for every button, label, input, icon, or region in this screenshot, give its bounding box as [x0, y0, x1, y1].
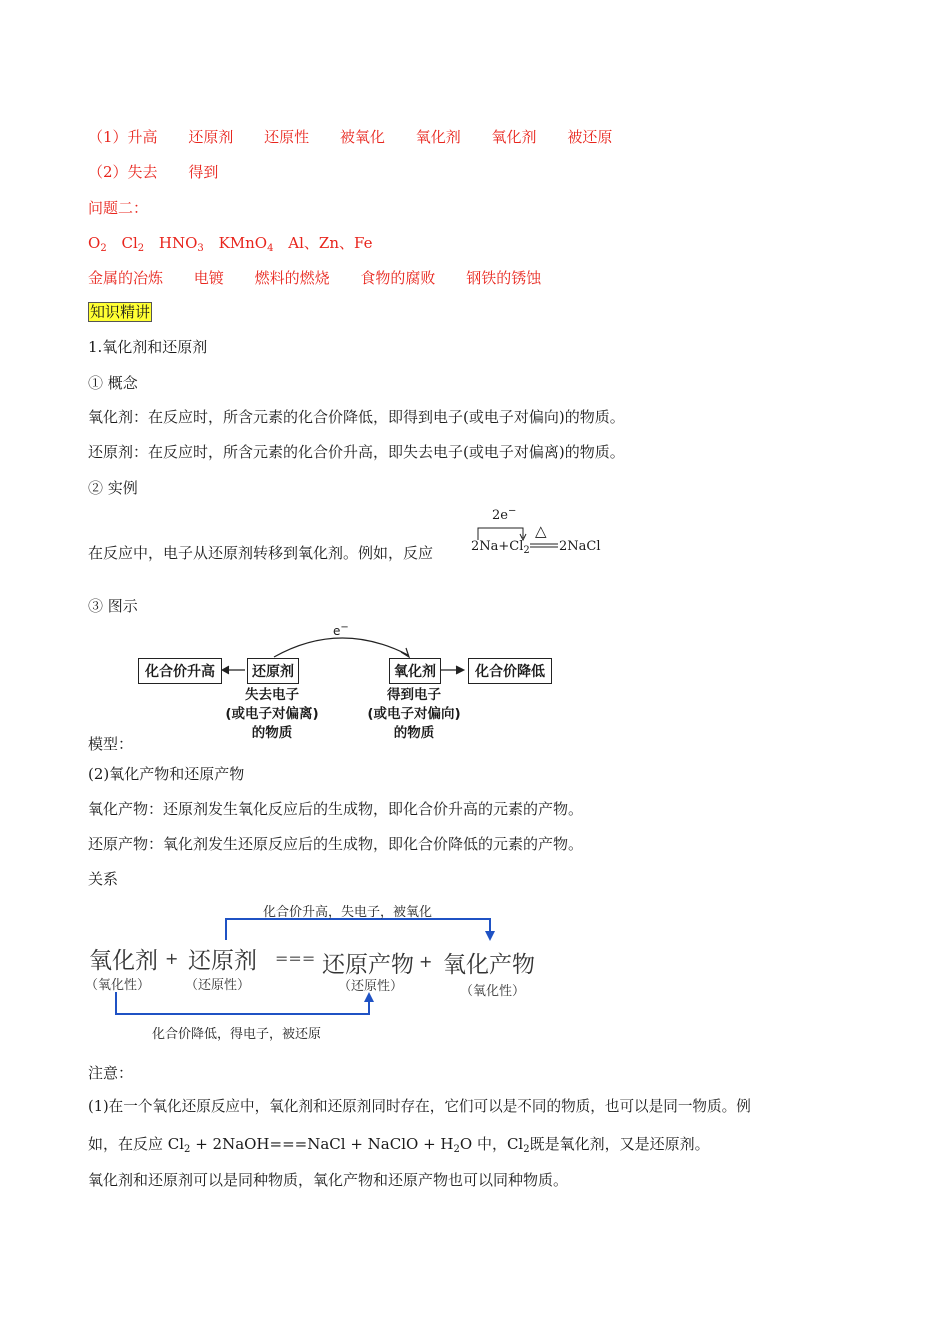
box-valence-rise: 化合价升高 [138, 658, 222, 684]
answer-line-2 [88, 162, 218, 182]
oxidation-product-definition: 氧化产物：还原剂发生氧化反应后的生成物，即化合价升高的元素的产物。 [88, 800, 584, 818]
electron-count: 2e− [492, 505, 517, 523]
heat-symbol: △ [535, 522, 547, 540]
highlight-label: 知识精讲 [90, 303, 151, 321]
oxidation-product-property: （氧化性） [460, 984, 526, 999]
answer-text: 得到 [188, 163, 219, 181]
relation-diagram [85, 895, 555, 1045]
box-valence-fall: 化合价降低 [468, 658, 552, 684]
oxidation-product-term: 氧化产物 [443, 952, 535, 978]
answer-text: （1）升高 [88, 128, 158, 146]
answer-text: （2）失去 [88, 163, 158, 181]
example-title: ② 实例 [88, 479, 138, 497]
electron-label: e− [333, 622, 349, 638]
answer-text: 被氧化 [339, 128, 385, 146]
reactants: $2Na+Cl_2$ [471, 539, 530, 556]
oxidant-term: 氧化剂 [89, 948, 158, 974]
answer-text: 燃料的燃烧 [254, 269, 330, 287]
answer-text: 还原剂 [188, 128, 234, 146]
section-2-title: (2)氧化产物和还原产物 [88, 765, 245, 783]
example-text: 在反应中，电子从还原剂转移到氧化剂。例如，反应 [88, 544, 434, 562]
substances-line [88, 233, 372, 253]
formula-hno3: $HNO_3$ [158, 234, 204, 254]
answer-text: 钢铁的锈蚀 [466, 269, 542, 287]
note-2: 氧化剂和还原剂可以是同种物质，氧化产物和还原产物也可以同种物质。 [88, 1171, 569, 1189]
relation-title: 关系 [88, 870, 119, 888]
question-two-title: 问题二： [88, 199, 149, 217]
reduction-product-property: （还原性） [338, 979, 404, 994]
oxidant-definition: 氧化剂：在反应时，所含元素的化合价降低，即得到电子(或电子对偏向)的物质。 [88, 408, 625, 426]
reductant-property: （还原性） [185, 978, 251, 993]
answer-text: 还原性 [264, 128, 310, 146]
reaction-equation [468, 504, 618, 564]
model-label: 模型： [88, 735, 134, 753]
box-oxidant: 氧化剂 [389, 658, 441, 684]
formula-cl2: $Cl_2$ [121, 234, 145, 254]
answer-line-1 [88, 127, 612, 147]
oxidant-caption: 得到电子 (或电子对偏向) 的物质 [367, 687, 461, 741]
section-label [88, 302, 152, 322]
note-1-line-1: (1)在一个氧化还原反应中，氧化剂和还原剂同时存在，它们可以是不同的物质，也可以是同一物质。例 [88, 1098, 751, 1115]
reductant-caption: 失去电子 (或电子对偏离) 的物质 [225, 687, 319, 741]
notes-title: 注意： [88, 1064, 134, 1082]
answer-text: 食物的腐败 [360, 269, 436, 287]
oxidant-property: （氧化性） [85, 978, 151, 993]
reduction-product-term: 还原产物 [322, 952, 414, 978]
plus-sign: + [419, 952, 433, 971]
formula-o2: $O_2$ [88, 234, 107, 254]
answer-text: 被还原 [567, 128, 613, 146]
diagram-arrows [130, 622, 570, 750]
metals-text: Al、Zn、Fe [288, 234, 373, 252]
figure-title: ③ 图示 [88, 597, 138, 615]
reduction-product-definition: 还原产物：氧化剂发生还原反应后的生成物，即化合价降低的元素的产物。 [88, 835, 584, 853]
answer-text: 氧化剂 [491, 128, 537, 146]
answer-text: 金属的冶炼 [88, 269, 164, 287]
section-1-title: 1.氧化剂和还原剂 [88, 338, 208, 356]
box-reductant: 还原剂 [247, 658, 299, 684]
plus-sign: + [165, 949, 179, 968]
reductant-term: 还原剂 [188, 948, 257, 974]
concept-title: ① 概念 [88, 374, 138, 392]
equals-sign: === [275, 949, 316, 968]
reduction-note: 化合价降低，得电子，被还原 [152, 1027, 322, 1042]
applications-line [88, 268, 541, 288]
note-1-line-2: 如，在反应 $Cl_2$ + 2NaOH===NaCl + NaClO + $H_2O$ 中，$Cl_2$既是氧化剂，又是还原剂。 [88, 1135, 710, 1155]
product: 2NaCl [559, 539, 601, 554]
answer-text: 电镀 [193, 269, 224, 287]
reductant-definition: 还原剂：在反应时，所含元素的化合价升高，即失去电子(或电子对偏离)的物质。 [88, 443, 625, 461]
answer-text: 氧化剂 [415, 128, 461, 146]
oxidation-note: 化合价升高，失电子，被氧化 [263, 905, 433, 920]
formula-kmno4: KMnO$_4$ [218, 234, 274, 254]
electron-transfer-diagram [130, 622, 570, 750]
